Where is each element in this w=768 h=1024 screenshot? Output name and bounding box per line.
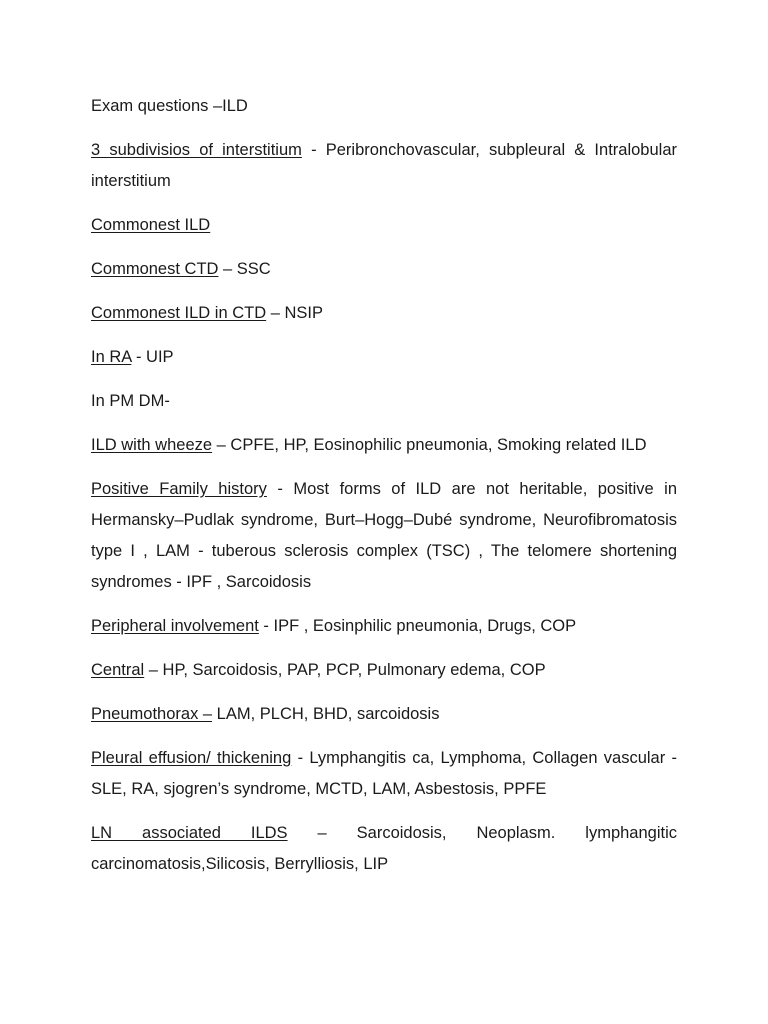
entry-ln-associated-ilds xyxy=(91,818,677,880)
entry-pleural-effusion xyxy=(91,743,677,805)
entry-positive-family-history xyxy=(91,474,677,598)
entry-text: - Lymphangitis ca, Lymphoma, Collagen vascular -SLE, RA, sjogren’s syndrome, MCTD, LAM, Asbestosis, PPFE xyxy=(91,749,677,798)
entry-term: Central xyxy=(91,661,145,679)
entry-text: - Peribronchovascular, subpleural & Intralobular interstitium xyxy=(91,141,677,190)
entry-term: Commonest CTD xyxy=(91,260,219,278)
entry-term: In RA xyxy=(91,348,132,366)
entry-in-pm-dm xyxy=(91,386,677,417)
entry-term: Commonest ILD xyxy=(91,216,211,234)
entry-text: – NSIP xyxy=(266,304,323,322)
entry-pneumothorax xyxy=(91,699,677,730)
document-page xyxy=(91,91,677,893)
entry-central xyxy=(91,655,677,686)
entry-term: Peripheral involvement xyxy=(91,617,259,635)
entry-text: LAM, PLCH, BHD, sarcoidosis xyxy=(212,705,440,723)
entry-interstitium-subdivisions xyxy=(91,135,677,197)
entry-term: Commonest ILD in CTD xyxy=(91,304,267,322)
entry-text: – HP, Sarcoidosis, PAP, PCP, Pulmonary edema, COP xyxy=(144,661,546,679)
entry-term: Pneumothorax – xyxy=(91,705,213,723)
entry-commonest-ild xyxy=(91,210,677,241)
entry-term: Pleural effusion/ thickening xyxy=(91,749,292,767)
entry-in-ra xyxy=(91,342,677,373)
document-title: Exam questions –ILD xyxy=(91,97,248,115)
entry-text: – Sarcoidosis, Neoplasm. lymphangitic carcinomatosis,Silicosis, Berrylliosis, LIP xyxy=(91,824,677,873)
entry-ild-with-wheeze xyxy=(91,430,677,461)
entry-peripheral-involvement xyxy=(91,611,677,642)
entry-text: – CPFE, HP, Eosinophilic pneumonia, Smoking related ILD xyxy=(212,436,647,454)
entry-text: - UIP xyxy=(131,348,174,366)
entry-text: In PM DM- xyxy=(91,392,170,410)
entry-commonest-ctd xyxy=(91,254,677,285)
entry-text: - Most forms of ILD are not heritable, positive in Hermansky–Pudlak syndrome, Burt–Hogg–Dubé syndrome, Neurofibromatosis type I , LAM - tuberous sclerosis complex (TSC) , The telomere shortening syndromes - IPF , Sarcoidosis xyxy=(91,480,678,591)
entry-term: 3 subdivisios of interstitium xyxy=(91,141,302,159)
entry-commonest-ild-in-ctd xyxy=(91,298,677,329)
entry-term: Positive Family history xyxy=(91,480,267,498)
entry-term: LN associated ILDS xyxy=(91,824,288,842)
entry-text: - IPF , Eosinphilic pneumonia, Drugs, COP xyxy=(258,617,577,635)
entry-text: – SSC xyxy=(218,260,271,278)
entry-term: ILD with wheeze xyxy=(91,436,213,454)
